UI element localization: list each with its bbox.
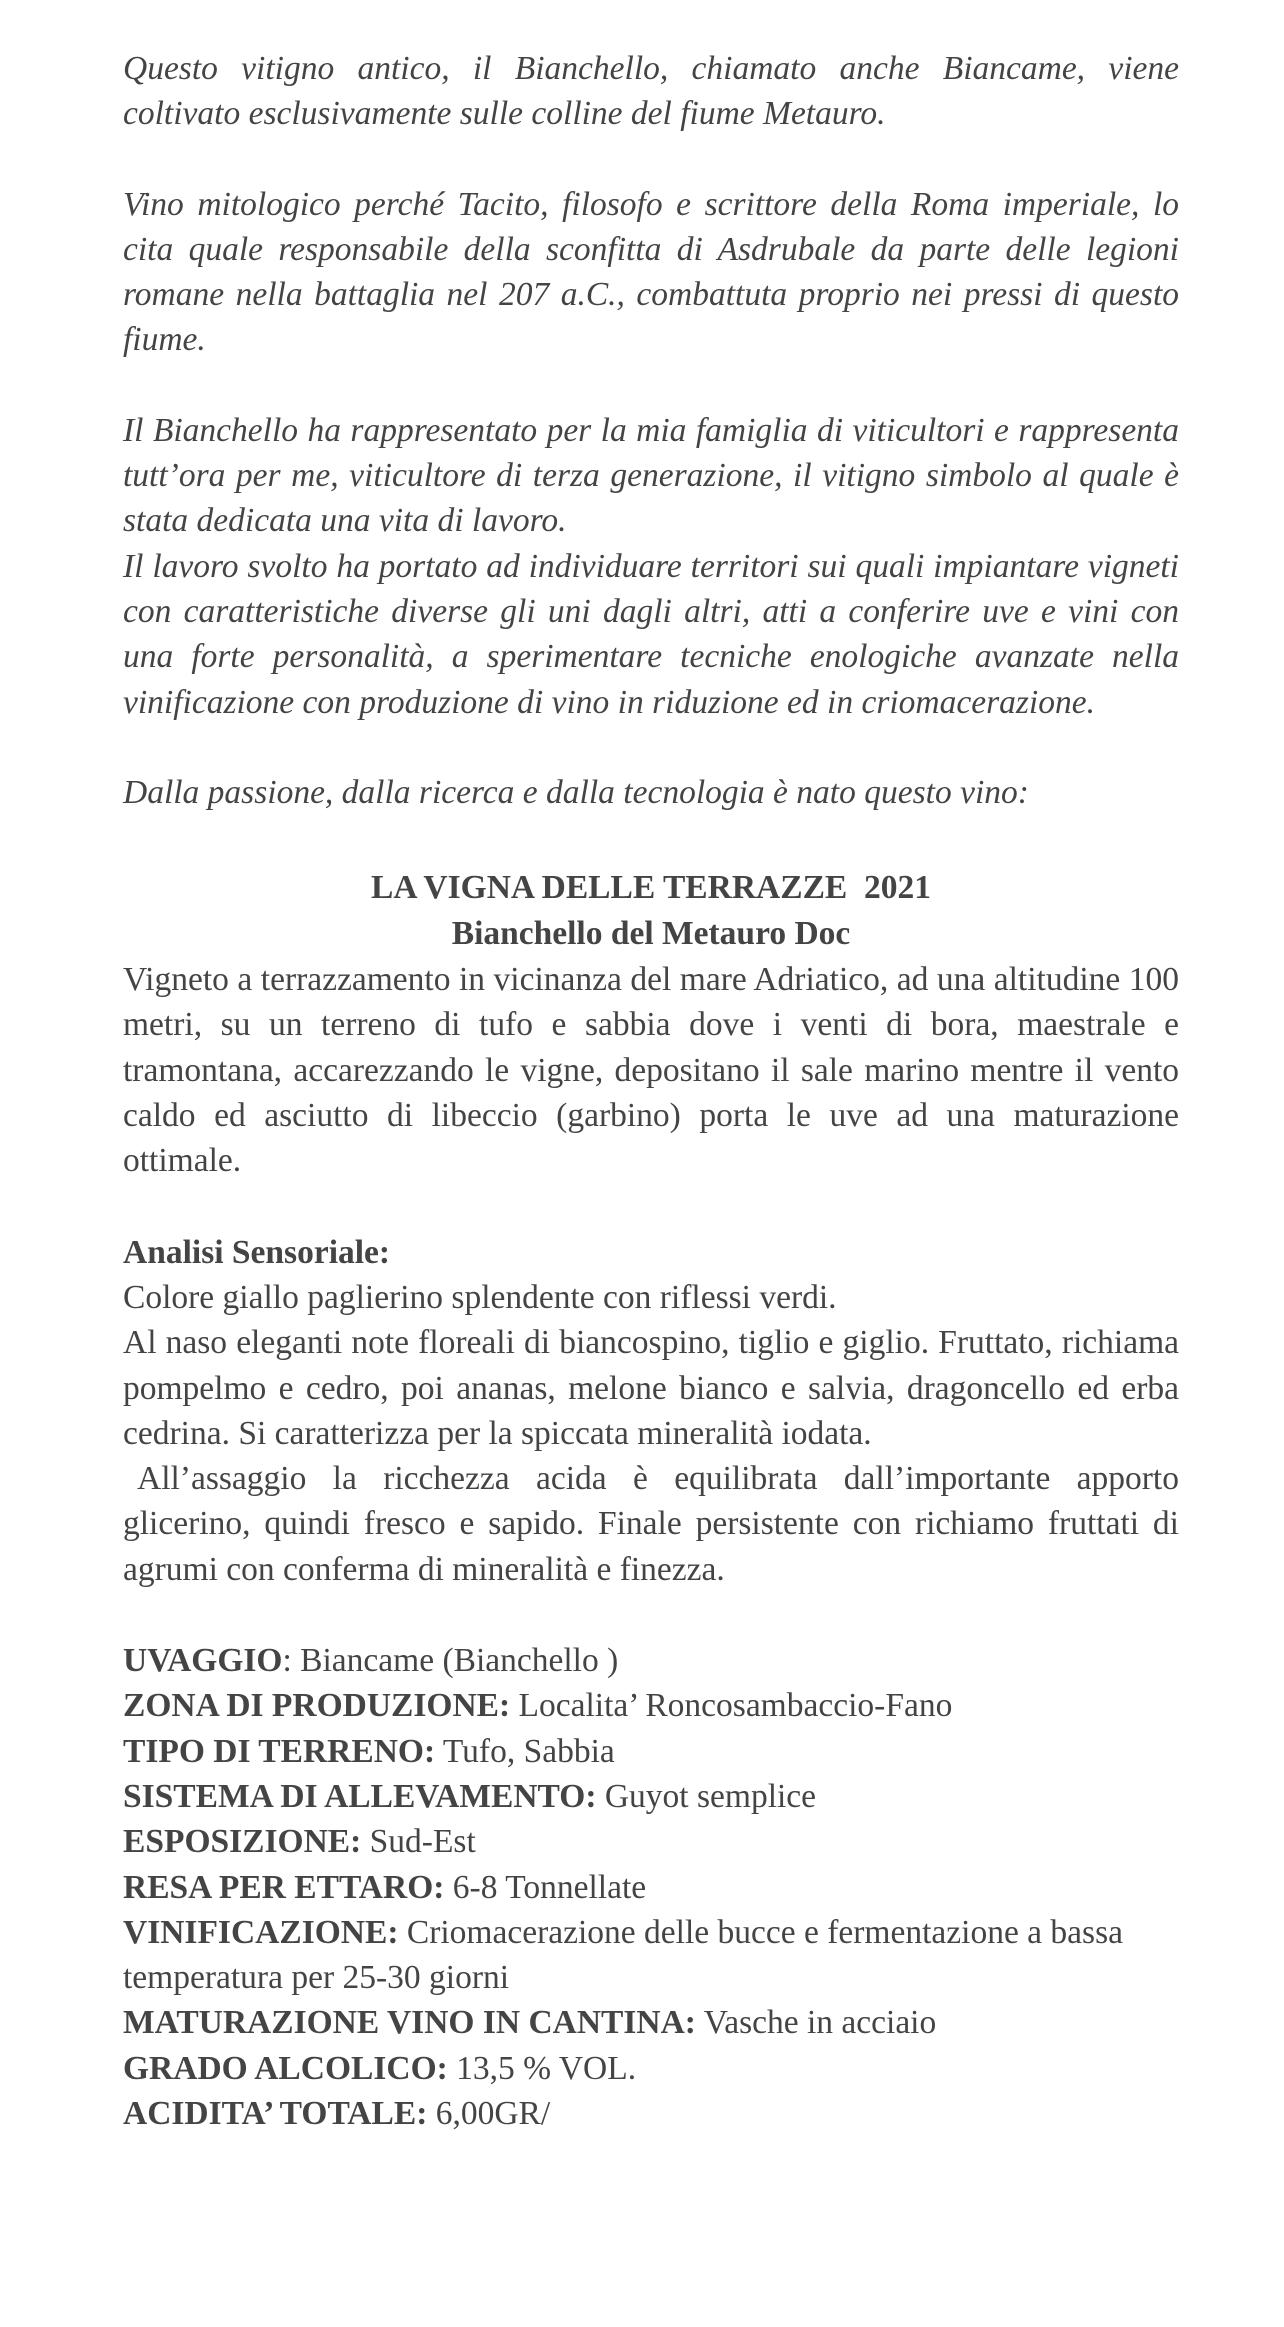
spec-value: Tufo, Sabbia xyxy=(435,1732,615,1770)
spec-label: UVAGGIO xyxy=(123,1642,283,1680)
spec-value: Guyot semplice xyxy=(596,1777,817,1815)
spec-label: RESA PER ETTARO: xyxy=(123,1868,445,1906)
spec-value: 6-8 Tonnellate xyxy=(444,1868,647,1906)
spec-allevamento xyxy=(123,1774,1179,1819)
intro-paragraph-work: Il lavoro svolto ha portato ad individuare territori sui quali impiantare vigneti con caratteristiche diverse gli uni dagli altri, atti a conferire uve e vini con una forte personalità, a sperimentare tecniche enologiche avanzate nella vinificazione con produzione di vino in riduzione ed in criomacerazione. xyxy=(123,547,1179,721)
spec-value: 6,00GR/ xyxy=(427,2094,551,2132)
spec-grado xyxy=(123,2046,1179,2091)
intro-section xyxy=(123,46,1179,815)
spec-label: GRADO ALCOLICO: xyxy=(123,2049,448,2087)
spec-value: Sud-Est xyxy=(361,1823,476,1861)
spec-vinificazione xyxy=(123,1910,1179,2001)
spec-uvaggio xyxy=(123,1638,1179,1683)
sensory-heading: Analisi Sensoriale: xyxy=(123,1233,391,1271)
spec-label: ESPOSIZIONE: xyxy=(123,1823,362,1861)
spec-maturazione xyxy=(123,2000,1179,2045)
intro-paragraph-passion: Dalla passione, dalla ricerca e dalla tecnologia è nato questo vino: xyxy=(123,773,1029,811)
wine-sheet xyxy=(123,46,1179,2136)
intro-paragraph-family: Il Bianchello ha rappresentato per la mia famiglia di viticultori e rappresenta tutt’ora per me, viticultore di terza generazione, il vitigno simbolo al quale è stata dedicata una vita di lavoro. xyxy=(123,411,1179,540)
spec-value: Criomacerazione delle bucce e fermentazione a bassa temperatura per 25-30 giorni xyxy=(123,1913,1123,1997)
wine-title-block xyxy=(123,865,1179,957)
spec-label: ZONA DI PRODUZIONE: xyxy=(123,1687,511,1725)
spec-label: MATURAZIONE VINO IN CANTINA: xyxy=(123,2004,696,2042)
wine-title: LA VIGNA DELLE TERRAZZE 2021 xyxy=(370,869,932,907)
sensory-color: Colore giallo paglierino splendente con riflessi verdi. xyxy=(123,1278,837,1316)
sensory-nose: Al naso eleganti note floreali di biancospino, tiglio e giglio. Fruttato, richiama pompelmo e cedro, poi ananas, melone bianco e salvia, dragoncello ed erba cedrina. Si caratterizza per la spiccata mineralità iodata. xyxy=(123,1324,1179,1452)
spec-value: : Biancame (Bianchello ) xyxy=(282,1642,619,1680)
spec-label: TIPO DI TERRENO: xyxy=(123,1732,436,1770)
intro-paragraph-origin: Questo vitigno antico, il Bianchello, chiamato anche Biancame, viene coltivato esclusivamente sulle colline del fiume Metauro. xyxy=(123,50,1179,133)
spec-value: Vasche in acciaio xyxy=(695,2004,937,2042)
sensory-taste: All’assaggio la ricchezza acida è equilibrata dall’importante apporto glicerino, quindi fresco e sapido. Finale persistente con richiamo fruttati di agrumi con conferma di mineralità e finezza. xyxy=(123,1460,1179,1588)
spec-value: Localita’ Roncosambaccio-Fano xyxy=(510,1687,953,1725)
technical-specs xyxy=(123,1638,1179,2136)
spec-label: SISTEMA DI ALLEVAMENTO: xyxy=(123,1777,597,1815)
intro-paragraph-myth: Vino mitologico perché Tacito, filosofo e scrittore della Roma imperiale, lo cita quale responsabile della sconfitta di Asdrubale da parte delle legioni romane nella battaglia nel 207 a.C., combattuta proprio nei pressi di questo fiume. xyxy=(123,185,1179,359)
spec-label: VINIFICAZIONE: xyxy=(123,1913,399,1951)
spec-acidita xyxy=(123,2091,1179,2136)
spec-label: ACIDITA’ TOTALE: xyxy=(123,2094,428,2132)
spec-resa xyxy=(123,1865,1179,1910)
spec-terreno xyxy=(123,1729,1179,1774)
wine-subtitle: Bianchello del Metauro Doc xyxy=(451,915,851,953)
vineyard-description: Vigneto a terrazzamento in vicinanza del mare Adriatico, ad una altitudine 100 metri, su un terreno di tufo e sabbia dove i venti di bora, maestrale e tramontana, accarezzando le vigne, depositano il sale marino mentre il vento caldo ed asciutto di libeccio (garbino) porta le uve ad una maturazione ottimale. xyxy=(123,961,1179,1180)
spec-value: 13,5 % VOL. xyxy=(447,2049,637,2087)
spec-esposizione xyxy=(123,1819,1179,1864)
spec-zona xyxy=(123,1683,1179,1728)
